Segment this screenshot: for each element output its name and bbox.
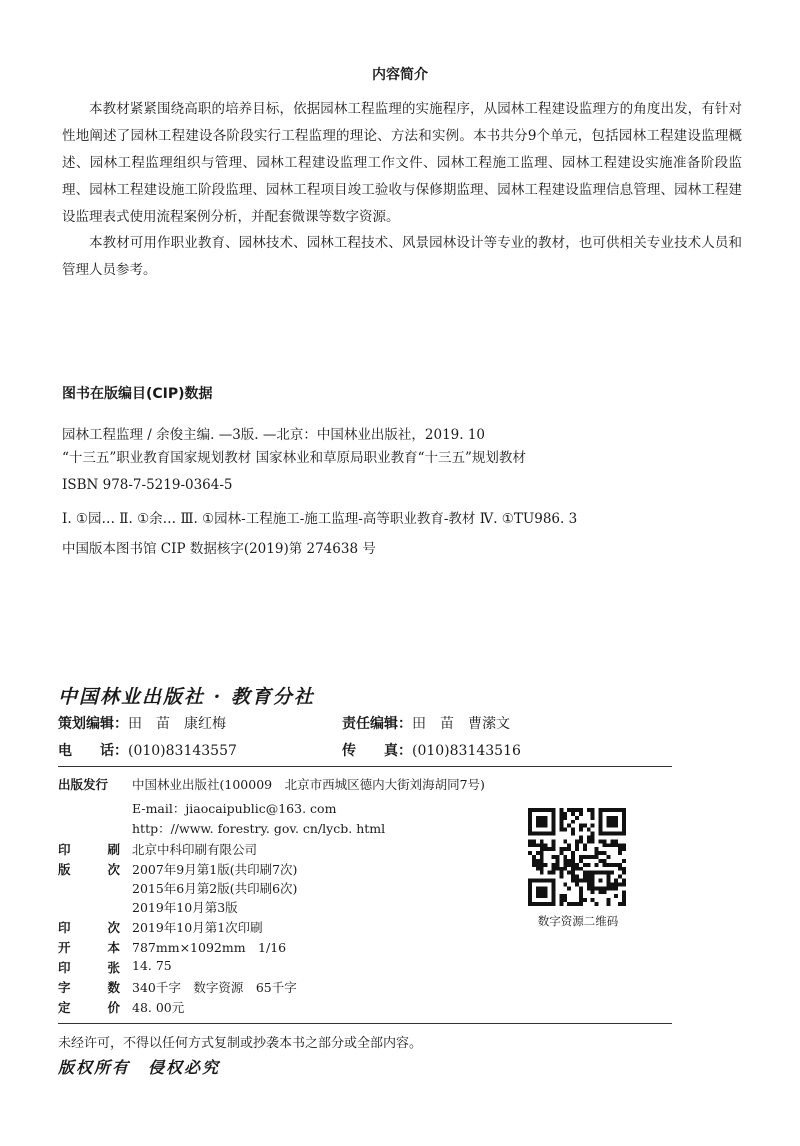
cip-line: “十三五”职业教育国家规划教材 国家林业和草原局职业教育“十三五”规划教材 <box>62 450 526 466</box>
info-value: http：//www. forestry. gov. cn/lycb. html <box>132 821 386 836</box>
qr-code <box>528 808 626 906</box>
phone-label: 电 话： <box>58 743 128 759</box>
fax-label: 传 真： <box>342 743 412 759</box>
cip-record-number: 中国版本图书馆 CIP 数据核字(2019)第 274638 号 <box>62 541 376 557</box>
info-value: 2019年10月第1次印刷 <box>132 920 263 935</box>
info-label: 印 张 <box>58 960 120 975</box>
qr-caption: 数字资源二维码 <box>537 914 619 928</box>
info-label: 字 数 <box>58 980 120 995</box>
info-value: E-mail：jiaocaipublic@163. com <box>132 801 337 816</box>
info-label: 开 本 <box>58 940 120 955</box>
fax <box>342 740 521 760</box>
info-value: 2015年6月第2版(共印刷6次) <box>132 881 298 896</box>
planning-editor-label: 策划编辑： <box>58 716 128 732</box>
cip-line: 园林工程监理 / 余俊主编. —3版. —北京：中国林业出版社，2019. 10 <box>62 427 486 443</box>
divider <box>58 766 672 767</box>
phone-value: (010)83143557 <box>128 743 237 759</box>
info-label: 印 次 <box>58 920 120 935</box>
publisher-name: 中国林业出版社 · 教育分社 <box>58 686 315 708</box>
info-label: 印 刷 <box>58 842 120 857</box>
info-value: 14. 75 <box>132 958 172 973</box>
info-value: 2007年9月第1版(共印刷7次) <box>132 862 298 877</box>
responsible-editor-value: 田 苗 曹潆文 <box>412 716 510 732</box>
summary-paragraph-1: 本教材紧紧围绕高职的培养目标，依据园林工程监理的实施程序，从园林工程建设监理方的角度出发，有针对性地阐述了园林工程建设各阶段实行工程监理的理论、方法和实例。本书共分9个单元，包括园林工程建设监理概述、园林工程监理组织与管理、园林工程建设监理工作文件、园林工程施工监理、园林工程建设实施准备阶段监理、园林工程建设施工阶段监理、园林工程项目竣工验收与保修期监理、园林工程建设监理信息管理、园林工程建设监理表式使用流程案例分析，并配套微课等数字资源。 <box>62 101 742 225</box>
info-label: 定 价 <box>58 1000 120 1015</box>
info-label: 版 次 <box>58 862 120 877</box>
info-value: 2019年10月第3版 <box>132 900 238 915</box>
fax-value: (010)83143516 <box>412 743 521 759</box>
cip-heading: 图书在版编目(CIP)数据 <box>62 386 213 402</box>
info-label: 出版发行 <box>58 777 109 792</box>
info-value: 48. 00元 <box>132 1000 185 1015</box>
summary-paragraph-2: 本教材可用作职业教育、园林技术、园林工程技术、风景园林设计等专业的教材，也可供相关专业技术人员和管理人员参考。 <box>62 235 742 278</box>
planning-editor-value: 田 苗 康红梅 <box>128 716 226 732</box>
info-value: 北京中科印刷有限公司 <box>132 842 258 857</box>
responsible-editor-label: 责任编辑： <box>342 716 412 732</box>
summary-title: 内容简介 <box>372 67 428 83</box>
info-value: 中国林业出版社(100009 北京市西城区德内大街刘海胡同7号) <box>132 777 485 792</box>
responsible-editor <box>342 713 510 733</box>
copyright-statement: 版权所有 侵权必究 <box>58 1058 221 1077</box>
info-value: 787mm×1092mm 1/16 <box>132 940 287 955</box>
divider <box>58 1023 672 1024</box>
phone <box>58 740 237 760</box>
info-value: 340千字 数字资源 65千字 <box>132 980 297 995</box>
planning-editor <box>58 713 226 733</box>
copy-notice: 未经许可，不得以任何方式复制或抄袭本书之部分或全部内容。 <box>58 1036 423 1051</box>
cip-classification: Ⅰ. ①园… Ⅱ. ①余… Ⅲ. ①园林-工程施工-施工监理-高等职业教育-教材 Ⅳ. ①TU986. 3 <box>62 511 578 527</box>
cip-isbn: ISBN 978-7-5219-0364-5 <box>62 477 233 493</box>
